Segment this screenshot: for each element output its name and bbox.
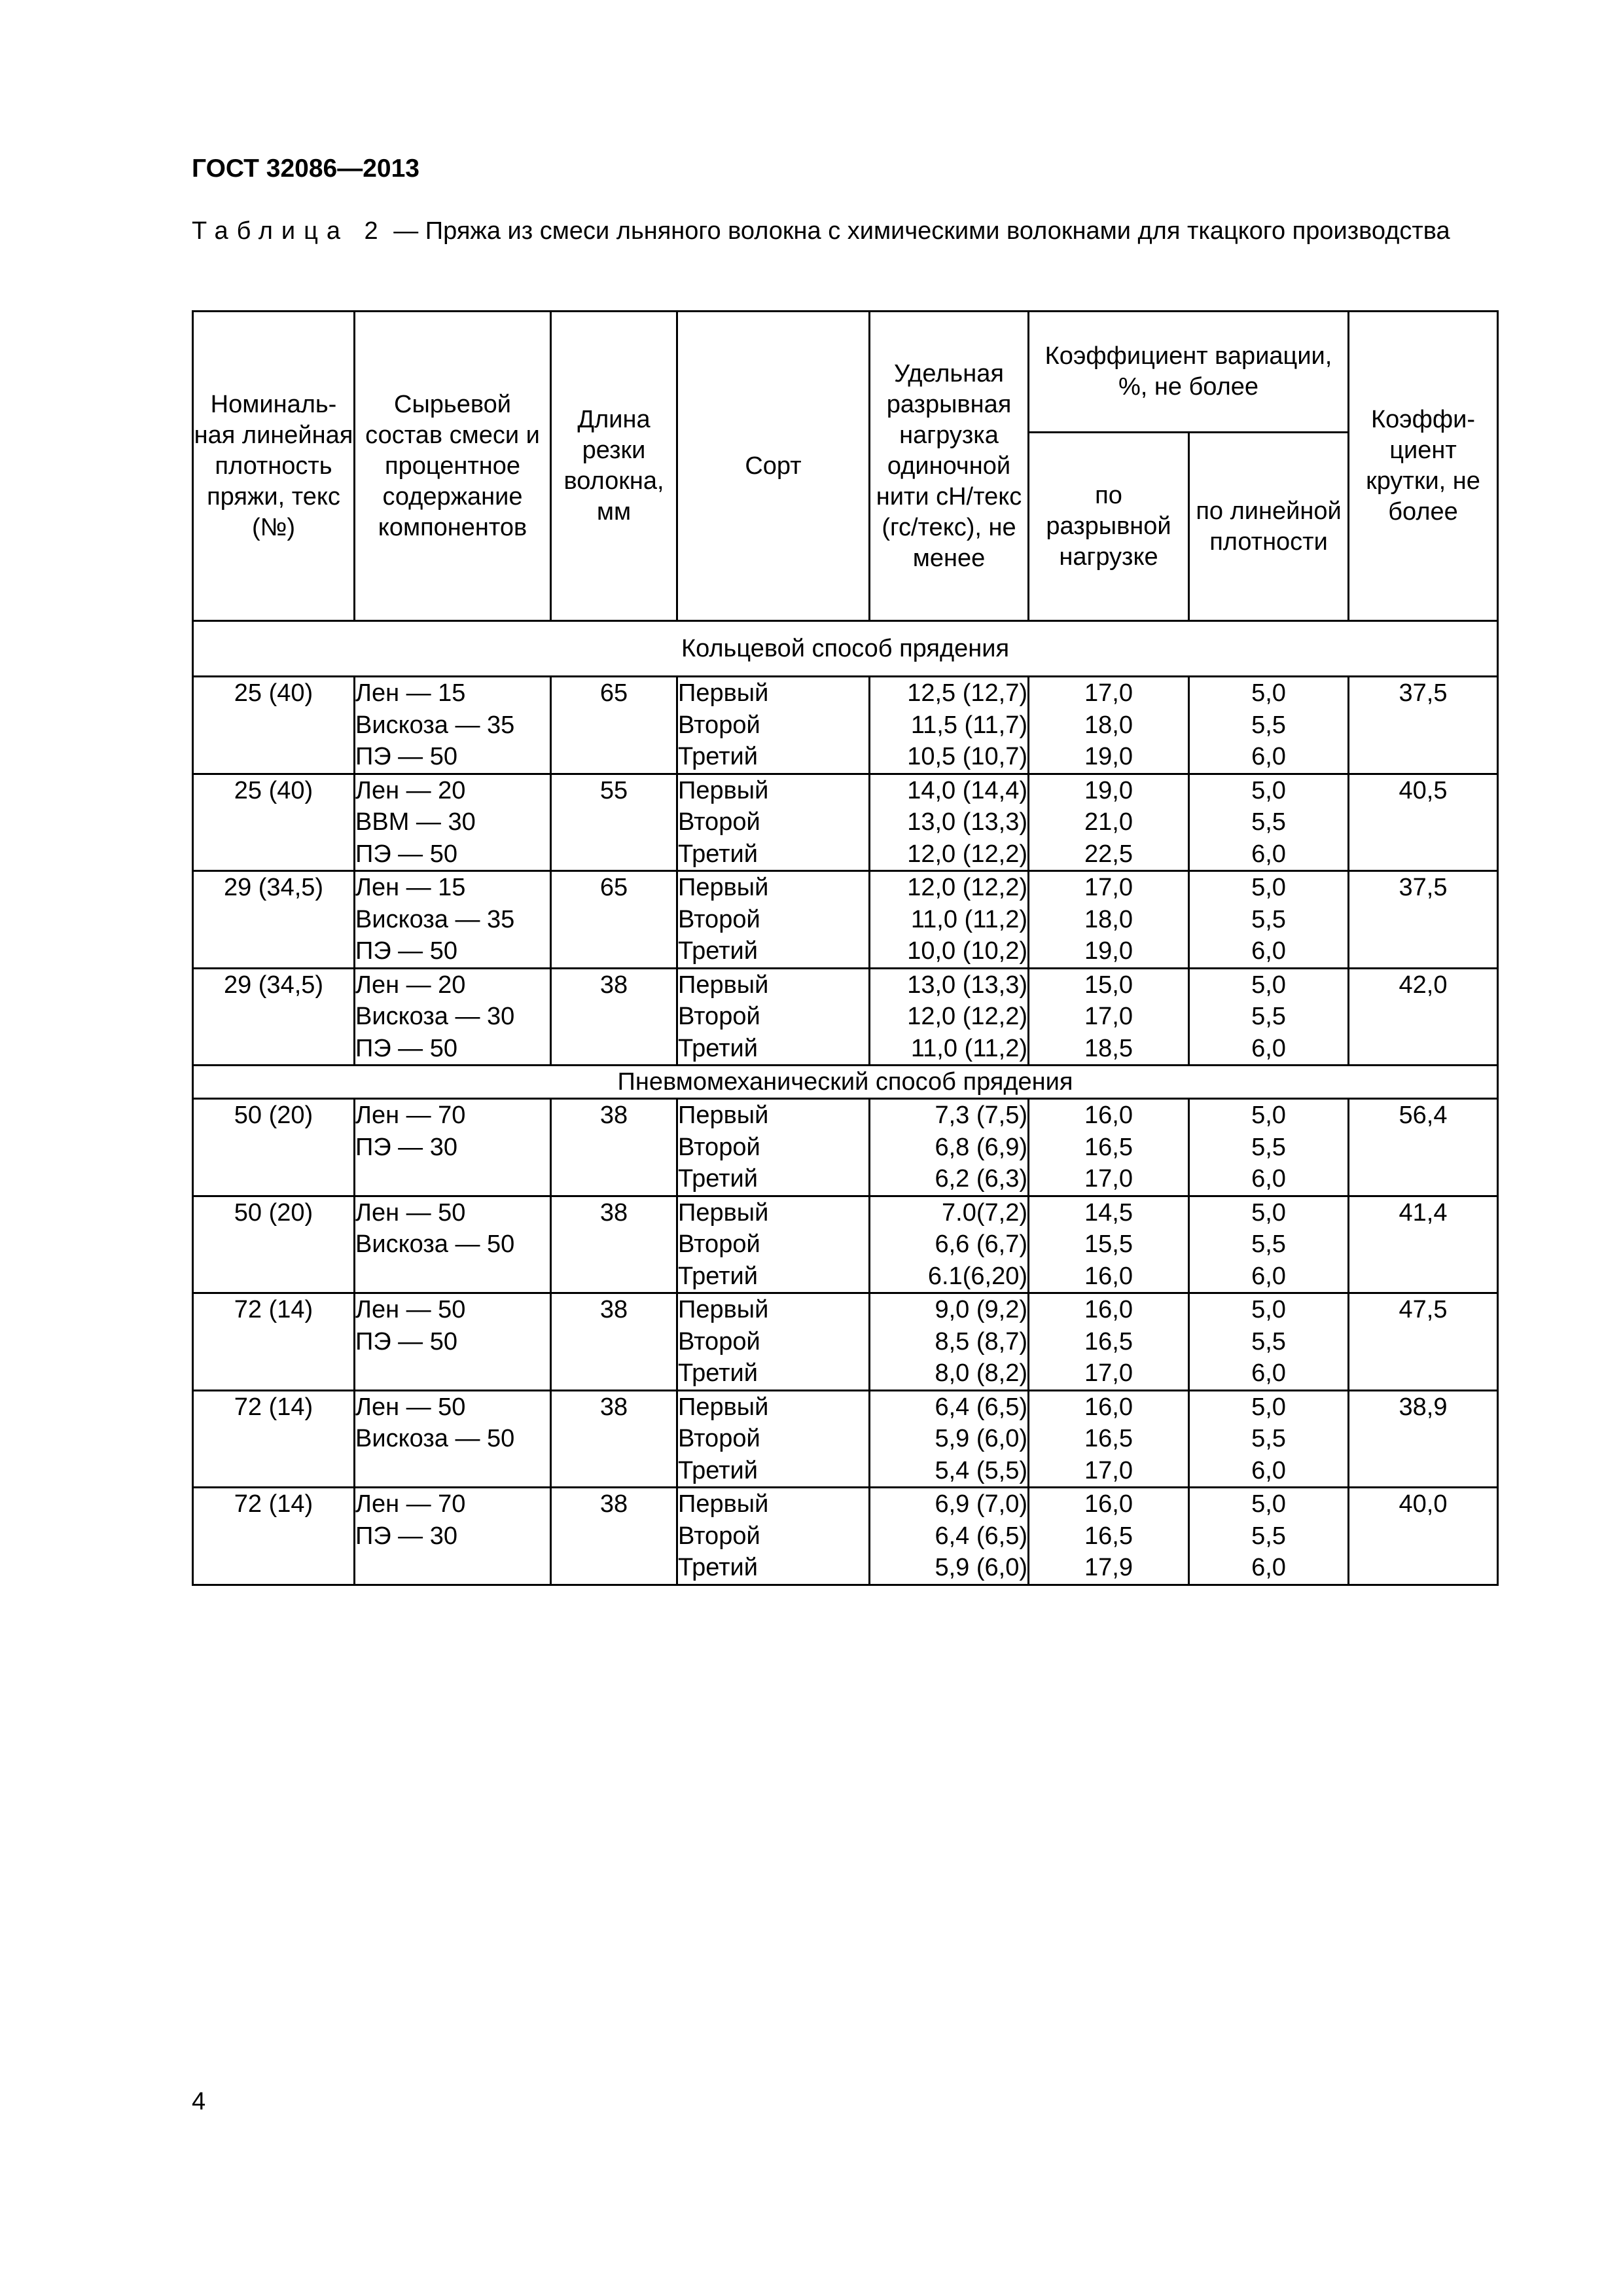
cell-grade xyxy=(677,774,870,871)
cell-variation-density-line: 6,0 xyxy=(1251,743,1286,770)
cell-fiber-length-value: 38 xyxy=(599,1102,628,1129)
cell-fiber-length-value: 65 xyxy=(599,679,628,707)
cell-composition-line: Вискоза — 30 xyxy=(355,1003,515,1030)
cell-grade-line: Третий xyxy=(678,1359,758,1387)
cell-grade-line: Третий xyxy=(678,1165,758,1193)
table-body xyxy=(193,621,1498,1585)
cell-grade-line: Второй xyxy=(678,1522,760,1550)
cell-variation-breaking-line: 18,0 xyxy=(1084,711,1133,739)
section-title: Пневмомеханический способ прядения xyxy=(193,1066,1498,1099)
cell-specific-load-line: 12,0 (12,2) xyxy=(907,1003,1027,1030)
cell-variation-density-line: 5,0 xyxy=(1251,971,1286,999)
cell-composition-line: Лен — 15 xyxy=(355,874,466,901)
cell-fiber-length xyxy=(551,1293,677,1391)
cell-variation-breaking xyxy=(1029,871,1189,969)
cell-composition xyxy=(355,1099,551,1196)
yarn-properties-table xyxy=(192,310,1499,1586)
table-row xyxy=(193,1196,1498,1293)
table-caption-label: Таблица 2 xyxy=(192,217,387,245)
cell-twist-value: 37,5 xyxy=(1399,679,1448,707)
cell-composition-line: Лен — 20 xyxy=(355,776,466,804)
cell-composition xyxy=(355,1488,551,1585)
cell-variation-breaking-line: 15,5 xyxy=(1084,1230,1133,1258)
cell-variation-breaking-line: 16,5 xyxy=(1084,1425,1133,1452)
cell-composition-line: Вискоза — 50 xyxy=(355,1230,515,1258)
cell-variation-density-line: 6,0 xyxy=(1251,937,1286,965)
cell-composition-line: ПЭ — 50 xyxy=(355,1327,458,1355)
cell-specific-load-line: 13,0 (13,3) xyxy=(907,808,1027,836)
cell-grade-line: Первый xyxy=(678,1102,769,1129)
cell-specific-load-line: 7,3 (7,5) xyxy=(935,1102,1027,1129)
cell-grade-line: Первый xyxy=(678,1296,769,1323)
cell-fiber-length xyxy=(551,677,677,774)
cell-fiber-length-value: 38 xyxy=(599,971,628,999)
cell-specific-load-line: 7.0(7,2) xyxy=(942,1198,1027,1227)
cell-variation-density-line: 5,5 xyxy=(1251,1425,1286,1452)
cell-variation-breaking-line: 17,0 xyxy=(1084,679,1133,707)
cell-specific-load-line: 10,0 (10,2) xyxy=(907,937,1027,965)
cell-twist xyxy=(1349,968,1498,1066)
cell-grade xyxy=(677,677,870,774)
cell-composition-line: Лен — 50 xyxy=(355,1393,466,1421)
cell-grade-line: Первый xyxy=(678,874,769,901)
cell-variation-breaking xyxy=(1029,1390,1189,1488)
cell-density xyxy=(193,1196,355,1293)
cell-specific-load-line: 6,4 (6,5) xyxy=(935,1522,1027,1550)
cell-specific-load-line: 12,0 (12,2) xyxy=(907,840,1027,868)
header-grade: Сорт xyxy=(677,312,870,621)
cell-variation-density-line: 5,0 xyxy=(1251,874,1286,901)
cell-composition-line: Лен — 50 xyxy=(355,1198,466,1227)
cell-variation-density-line: 5,5 xyxy=(1251,1522,1286,1550)
cell-variation-density-line: 5,0 xyxy=(1251,1296,1286,1323)
table-row xyxy=(193,1488,1498,1585)
cell-variation-density xyxy=(1189,1488,1349,1585)
cell-variation-breaking-line: 16,0 xyxy=(1084,1296,1133,1323)
cell-specific-load-line: 6,8 (6,9) xyxy=(935,1133,1027,1161)
cell-composition xyxy=(355,677,551,774)
cell-variation-density-line: 5,5 xyxy=(1251,1230,1286,1258)
cell-grade-line: Второй xyxy=(678,1425,760,1452)
cell-composition xyxy=(355,968,551,1066)
cell-grade-line: Третий xyxy=(678,743,758,770)
header-twist: Коэффи-циент крутки, не более xyxy=(1349,312,1498,621)
cell-specific-load-line: 8,5 (8,7) xyxy=(935,1327,1027,1355)
cell-density xyxy=(193,1390,355,1488)
cell-composition-line: ВВМ — 30 xyxy=(355,808,476,836)
cell-variation-breaking-line: 22,5 xyxy=(1084,840,1133,868)
cell-variation-density xyxy=(1189,871,1349,969)
cell-variation-breaking-line: 21,0 xyxy=(1084,808,1133,836)
cell-variation-breaking-line: 19,0 xyxy=(1084,743,1133,770)
cell-density xyxy=(193,677,355,774)
cell-density-value: 50 (20) xyxy=(234,1198,313,1227)
cell-grade xyxy=(677,968,870,1066)
cell-variation-breaking-line: 16,5 xyxy=(1084,1327,1133,1355)
cell-composition xyxy=(355,1390,551,1488)
cell-composition-line: Лен — 70 xyxy=(355,1490,466,1518)
cell-specific-load-line: 6.1(6,20) xyxy=(927,1262,1027,1290)
section-title: Кольцевой способ прядения xyxy=(193,621,1498,677)
cell-twist-value: 37,5 xyxy=(1399,874,1448,901)
header-specific-load: Удельная разрывная нагрузка одиночной нити сН/текс (гс/текс), не менее xyxy=(870,312,1029,621)
cell-specific-load xyxy=(870,871,1029,969)
section-row xyxy=(193,621,1498,677)
cell-variation-density-line: 6,0 xyxy=(1251,1034,1286,1062)
cell-composition-line: ПЭ — 30 xyxy=(355,1522,458,1550)
header-fiber-length: Длина резки волокна, мм xyxy=(551,312,677,621)
cell-grade-line: Первый xyxy=(678,1198,769,1227)
table-header xyxy=(193,312,1498,621)
cell-variation-breaking xyxy=(1029,1293,1189,1391)
cell-variation-density-line: 5,5 xyxy=(1251,905,1286,933)
cell-variation-breaking-line: 16,5 xyxy=(1084,1133,1133,1161)
cell-fiber-length xyxy=(551,968,677,1066)
cell-specific-load-line: 9,0 (9,2) xyxy=(935,1296,1027,1323)
cell-density xyxy=(193,968,355,1066)
cell-variation-density xyxy=(1189,1196,1349,1293)
cell-variation-density xyxy=(1189,1390,1349,1488)
cell-variation-density-line: 6,0 xyxy=(1251,1456,1286,1484)
cell-variation-breaking-line: 16,0 xyxy=(1084,1102,1133,1129)
cell-fiber-length xyxy=(551,1488,677,1585)
cell-composition-line: ПЭ — 50 xyxy=(355,937,458,965)
cell-variation-breaking-line: 14,5 xyxy=(1084,1198,1133,1227)
cell-density xyxy=(193,871,355,969)
cell-variation-density xyxy=(1189,1099,1349,1196)
cell-grade xyxy=(677,1293,870,1391)
cell-twist xyxy=(1349,1196,1498,1293)
cell-variation-breaking xyxy=(1029,1099,1189,1196)
cell-variation-density-line: 5,0 xyxy=(1251,679,1286,707)
cell-variation-breaking-line: 16,0 xyxy=(1084,1490,1133,1518)
cell-density xyxy=(193,1293,355,1391)
cell-variation-density-line: 6,0 xyxy=(1251,1262,1286,1290)
cell-fiber-length-value: 65 xyxy=(599,874,628,901)
cell-specific-load-line: 6,2 (6,3) xyxy=(935,1165,1027,1193)
cell-variation-breaking-line: 16,5 xyxy=(1084,1522,1133,1550)
cell-grade-line: Второй xyxy=(678,711,760,739)
cell-grade-line: Первый xyxy=(678,971,769,999)
cell-twist-value: 40,0 xyxy=(1399,1490,1448,1518)
cell-specific-load-line: 6,4 (6,5) xyxy=(935,1393,1027,1421)
cell-twist-value: 38,9 xyxy=(1399,1393,1448,1421)
cell-twist xyxy=(1349,677,1498,774)
cell-density-value: 25 (40) xyxy=(234,679,313,707)
cell-fiber-length xyxy=(551,1099,677,1196)
cell-grade-line: Третий xyxy=(678,1034,758,1062)
cell-composition xyxy=(355,1293,551,1391)
cell-grade-line: Третий xyxy=(678,937,758,965)
cell-variation-breaking xyxy=(1029,677,1189,774)
cell-specific-load-line: 6,6 (6,7) xyxy=(935,1230,1027,1258)
cell-composition xyxy=(355,774,551,871)
cell-variation-density-line: 5,5 xyxy=(1251,1327,1286,1355)
cell-density-value: 25 (40) xyxy=(234,776,313,804)
table-caption xyxy=(192,216,1497,246)
cell-grade-line: Третий xyxy=(678,1262,758,1290)
header-composition: Сырьевой состав смеси и процентное содержание компонентов xyxy=(355,312,551,621)
cell-variation-breaking-line: 18,5 xyxy=(1084,1034,1133,1062)
cell-specific-load-line: 5,9 (6,0) xyxy=(935,1554,1027,1581)
cell-specific-load xyxy=(870,968,1029,1066)
table-row xyxy=(193,968,1498,1066)
cell-twist xyxy=(1349,1293,1498,1391)
cell-composition-line: Лен — 15 xyxy=(355,679,466,707)
cell-variation-breaking-line: 19,0 xyxy=(1084,937,1133,965)
cell-variation-breaking-line: 17,0 xyxy=(1084,874,1133,901)
cell-composition xyxy=(355,871,551,969)
cell-density-value: 29 (34,5) xyxy=(223,971,324,999)
cell-variation-density-line: 6,0 xyxy=(1251,840,1286,868)
cell-grade-line: Второй xyxy=(678,1133,760,1161)
cell-variation-breaking-line: 17,0 xyxy=(1084,1456,1133,1484)
cell-fiber-length xyxy=(551,1390,677,1488)
cell-variation-density-line: 5,5 xyxy=(1251,1003,1286,1030)
cell-variation-breaking-line: 19,0 xyxy=(1084,776,1133,804)
cell-specific-load-line: 5,9 (6,0) xyxy=(935,1425,1027,1452)
cell-specific-load-line: 8,0 (8,2) xyxy=(935,1359,1027,1387)
cell-grade-line: Третий xyxy=(678,1554,758,1581)
cell-specific-load-line: 10,5 (10,7) xyxy=(907,743,1027,770)
cell-variation-density-line: 5,0 xyxy=(1251,1198,1286,1227)
cell-specific-load xyxy=(870,1390,1029,1488)
cell-fiber-length-value: 55 xyxy=(599,776,628,804)
cell-variation-density-line: 5,5 xyxy=(1251,808,1286,836)
cell-twist xyxy=(1349,1488,1498,1585)
cell-grade-line: Второй xyxy=(678,808,760,836)
header-variation-density: по линейной плотности xyxy=(1189,433,1349,621)
cell-composition xyxy=(355,1196,551,1293)
cell-twist-value: 42,0 xyxy=(1399,971,1448,999)
cell-specific-load xyxy=(870,774,1029,871)
cell-composition-line: ПЭ — 50 xyxy=(355,840,458,868)
cell-twist-value: 40,5 xyxy=(1399,776,1448,804)
table-row xyxy=(193,1293,1498,1391)
cell-density-value: 29 (34,5) xyxy=(223,874,324,901)
cell-composition-line: Вискоза — 35 xyxy=(355,905,515,933)
cell-specific-load xyxy=(870,677,1029,774)
cell-specific-load xyxy=(870,1196,1029,1293)
cell-variation-density xyxy=(1189,968,1349,1066)
header-density: Номиналь-ная линейная плотность пряжи, текс (№) xyxy=(193,312,355,621)
cell-variation-density-line: 6,0 xyxy=(1251,1554,1286,1581)
table-row xyxy=(193,1099,1498,1196)
cell-composition-line: ПЭ — 30 xyxy=(355,1133,458,1161)
cell-grade-line: Второй xyxy=(678,1230,760,1258)
cell-variation-breaking-line: 16,0 xyxy=(1084,1262,1133,1290)
cell-variation-density xyxy=(1189,774,1349,871)
cell-specific-load-line: 11,5 (11,7) xyxy=(910,711,1027,739)
cell-twist-value: 41,4 xyxy=(1399,1198,1448,1227)
cell-composition-line: Вискоза — 35 xyxy=(355,711,515,739)
cell-variation-density-line: 5,0 xyxy=(1251,776,1286,804)
cell-composition-line: ПЭ — 50 xyxy=(355,1034,458,1062)
table-caption-text: — Пряжа из смеси льняного волокна с химическими волокнами для ткацкого производства xyxy=(393,217,1450,245)
cell-grade-line: Третий xyxy=(678,840,758,868)
cell-variation-density xyxy=(1189,677,1349,774)
page-number: 4 xyxy=(192,2088,206,2115)
cell-grade xyxy=(677,871,870,969)
cell-grade xyxy=(677,1488,870,1585)
cell-variation-density-line: 5,0 xyxy=(1251,1102,1286,1129)
cell-variation-breaking-line: 16,0 xyxy=(1084,1393,1133,1421)
table-row xyxy=(193,677,1498,774)
header-variation: Коэффициент вариации, %, не более xyxy=(1029,312,1349,433)
cell-composition-line: ПЭ — 50 xyxy=(355,743,458,770)
cell-twist-value: 56,4 xyxy=(1399,1102,1448,1129)
cell-density-value: 50 (20) xyxy=(234,1102,313,1129)
cell-density xyxy=(193,1099,355,1196)
cell-density xyxy=(193,1488,355,1585)
cell-variation-breaking xyxy=(1029,774,1189,871)
cell-variation-breaking xyxy=(1029,1488,1189,1585)
cell-fiber-length xyxy=(551,774,677,871)
cell-grade-line: Первый xyxy=(678,1490,769,1518)
cell-variation-density-line: 6,0 xyxy=(1251,1359,1286,1387)
cell-specific-load-line: 11,0 (11,2) xyxy=(910,1034,1027,1062)
cell-variation-breaking xyxy=(1029,968,1189,1066)
cell-twist xyxy=(1349,1099,1498,1196)
cell-variation-density-line: 5,0 xyxy=(1251,1490,1286,1518)
table-row xyxy=(193,1390,1498,1488)
cell-variation-density-line: 5,5 xyxy=(1251,711,1286,739)
cell-twist-value: 47,5 xyxy=(1399,1296,1448,1323)
cell-grade-line: Первый xyxy=(678,1393,769,1421)
cell-variation-breaking-line: 17,0 xyxy=(1084,1165,1133,1193)
section-row xyxy=(193,1066,1498,1099)
cell-composition-line: Лен — 70 xyxy=(355,1102,466,1129)
cell-fiber-length xyxy=(551,871,677,969)
cell-specific-load-line: 12,5 (12,7) xyxy=(907,679,1027,707)
cell-twist xyxy=(1349,1390,1498,1488)
header-variation-breaking: по разрывной нагрузке xyxy=(1029,433,1189,621)
cell-grade xyxy=(677,1099,870,1196)
cell-composition-line: Лен — 50 xyxy=(355,1296,466,1323)
cell-fiber-length-value: 38 xyxy=(599,1296,628,1323)
cell-specific-load-line: 14,0 (14,4) xyxy=(907,776,1027,804)
cell-variation-breaking-line: 15,0 xyxy=(1084,971,1133,999)
cell-density-value: 72 (14) xyxy=(234,1296,313,1323)
cell-fiber-length-value: 38 xyxy=(599,1393,628,1421)
cell-specific-load xyxy=(870,1488,1029,1585)
cell-variation-density-line: 6,0 xyxy=(1251,1165,1286,1193)
cell-grade xyxy=(677,1196,870,1293)
cell-fiber-length-value: 38 xyxy=(599,1490,628,1518)
cell-grade-line: Второй xyxy=(678,1003,760,1030)
cell-grade xyxy=(677,1390,870,1488)
cell-composition-line: Вискоза — 50 xyxy=(355,1425,515,1452)
cell-specific-load xyxy=(870,1099,1029,1196)
cell-density-value: 72 (14) xyxy=(234,1393,313,1421)
cell-density-value: 72 (14) xyxy=(234,1490,313,1518)
table-row xyxy=(193,871,1498,969)
document-standard-id: ГОСТ 32086—2013 xyxy=(192,154,419,183)
cell-fiber-length-value: 38 xyxy=(599,1198,628,1227)
cell-variation-breaking-line: 18,0 xyxy=(1084,905,1133,933)
cell-grade-line: Первый xyxy=(678,679,769,707)
cell-twist xyxy=(1349,871,1498,969)
cell-specific-load-line: 13,0 (13,3) xyxy=(907,971,1027,999)
cell-variation-density xyxy=(1189,1293,1349,1391)
cell-grade-line: Второй xyxy=(678,905,760,933)
cell-variation-density-line: 5,0 xyxy=(1251,1393,1286,1421)
cell-specific-load-line: 6,9 (7,0) xyxy=(935,1490,1027,1518)
cell-specific-load-line: 11,0 (11,2) xyxy=(910,905,1027,933)
cell-variation-breaking-line: 17,9 xyxy=(1084,1554,1133,1581)
cell-variation-breaking-line: 17,0 xyxy=(1084,1359,1133,1387)
table-row xyxy=(193,774,1498,871)
cell-twist xyxy=(1349,774,1498,871)
cell-specific-load-line: 5,4 (5,5) xyxy=(935,1456,1027,1484)
cell-grade-line: Второй xyxy=(678,1327,760,1355)
cell-fiber-length xyxy=(551,1196,677,1293)
cell-variation-density-line: 5,5 xyxy=(1251,1133,1286,1161)
cell-variation-breaking-line: 17,0 xyxy=(1084,1003,1133,1030)
cell-grade-line: Первый xyxy=(678,776,769,804)
cell-grade-line: Третий xyxy=(678,1456,758,1484)
cell-composition-line: Лен — 20 xyxy=(355,971,466,999)
cell-specific-load xyxy=(870,1293,1029,1391)
cell-specific-load-line: 12,0 (12,2) xyxy=(907,874,1027,901)
cell-density xyxy=(193,774,355,871)
cell-variation-breaking xyxy=(1029,1196,1189,1293)
